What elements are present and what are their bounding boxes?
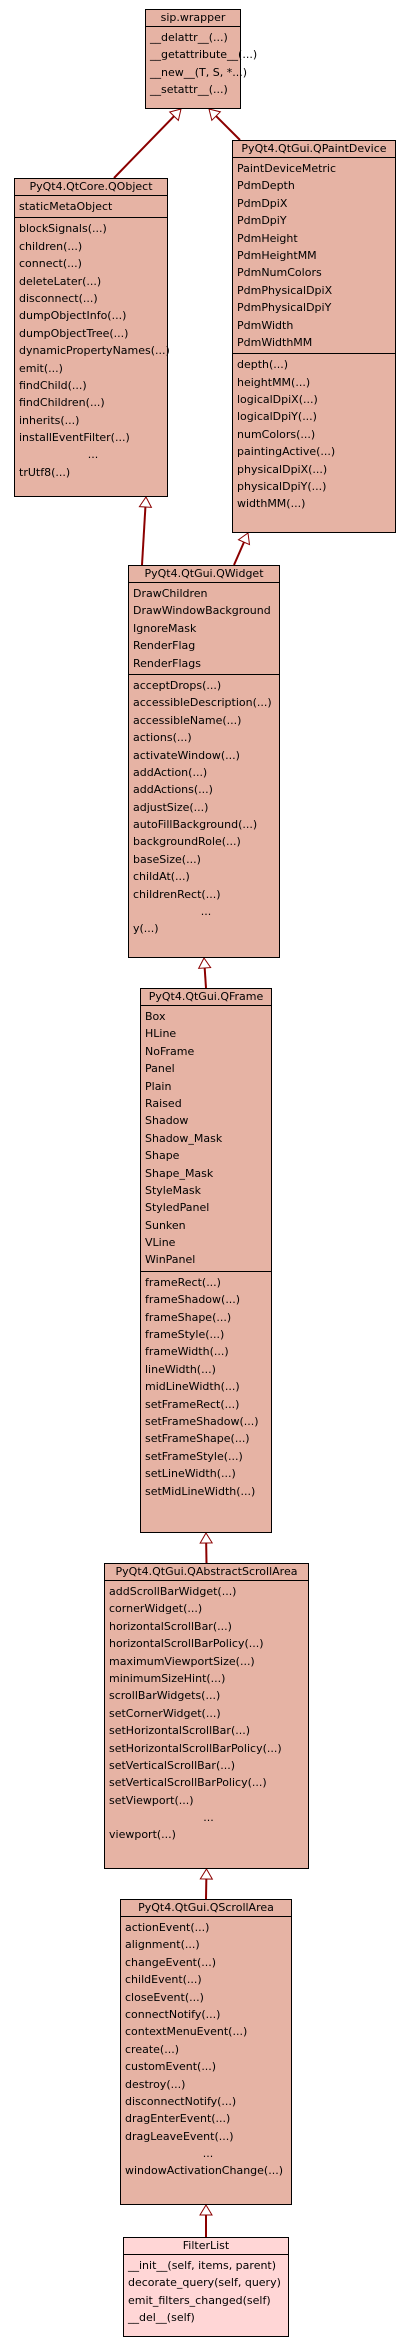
attribute-item: PdmPhysicalDpiY: [237, 301, 332, 315]
method-item: frameShadow(...): [145, 1293, 241, 1307]
attributes-section: [233, 158, 395, 354]
method-item: findChildren(...): [19, 396, 105, 410]
method-item: viewport(...): [109, 1828, 176, 1842]
method-item: connectNotify(...): [125, 2007, 221, 2021]
method-item: blockSignals(...): [19, 222, 107, 236]
method-item: disconnectNotify(...): [125, 2094, 237, 2108]
inheritance-arrowhead: [139, 497, 151, 507]
attribute-item: StyleMask: [145, 1183, 201, 1197]
attribute-item: Shape_Mask: [145, 1166, 214, 1180]
method-item: changeEvent(...): [125, 1955, 217, 1969]
class-name: PyQt4.QtGui.QScrollArea: [121, 1900, 291, 1917]
class-qabstractscrollarea[interactable]: [104, 1563, 309, 1869]
method-item: disconnect(...): [19, 291, 98, 305]
method-item: acceptDrops(...): [133, 678, 222, 692]
method-item: __del__(self): [128, 2311, 195, 2325]
method-item: windowActivationChange(...): [125, 2164, 283, 2178]
method-item: horizontalScrollBarPolicy(...): [109, 1637, 264, 1651]
method-item: setVerticalScrollBarPolicy(...): [109, 1776, 267, 1790]
methods-section: [105, 1581, 308, 1846]
ellipsis: ...: [202, 2147, 214, 2161]
attribute-item: Shadow_Mask: [145, 1131, 223, 1145]
method-item: frameRect(...): [145, 1275, 221, 1289]
method-item: installEventFilter(...): [19, 431, 130, 445]
attribute-item: RenderFlag: [133, 639, 196, 653]
class-qwidget[interactable]: [128, 565, 280, 958]
method-item: backgroundRole(...): [133, 835, 241, 849]
methods-section: [124, 2255, 288, 2329]
attribute-item: HLine: [145, 1027, 177, 1041]
method-item: setViewport(...): [109, 1793, 194, 1807]
method-item: heightMM(...): [237, 375, 311, 389]
method-item: childEvent(...): [125, 1973, 202, 1987]
attributes-section: [15, 196, 167, 218]
attribute-item: PdmWidthMM: [237, 335, 313, 349]
method-item: closeEvent(...): [125, 1990, 204, 2004]
ellipsis: ...: [87, 448, 99, 462]
ellipsis: ...: [200, 905, 212, 919]
method-item: activateWindow(...): [133, 748, 240, 762]
attribute-item: PdmDpiY: [237, 214, 287, 228]
method-item: emit_filters_changed(self): [128, 2293, 271, 2307]
class-qobject[interactable]: [14, 178, 168, 497]
attribute-item: VLine: [145, 1236, 176, 1250]
method-item: cornerWidget(...): [109, 1602, 203, 1616]
attribute-item: Plain: [145, 1079, 172, 1093]
method-item: addScrollBarWidget(...): [109, 1585, 237, 1598]
attribute-item: PdmHeight: [237, 231, 298, 245]
method-item: setCornerWidget(...): [109, 1706, 221, 1720]
method-item: addAction(...): [133, 765, 208, 779]
method-item: customEvent(...): [125, 2060, 217, 2074]
class-name: PyQt4.QtGui.QAbstractScrollArea: [105, 1564, 308, 1581]
method-item: accessibleName(...): [133, 713, 242, 727]
attribute-item: PdmDpiX: [237, 196, 288, 210]
class-name: FilterList: [124, 2238, 288, 2255]
method-item: scrollBarWidgets(...): [109, 1689, 221, 1703]
class-name: PyQt4.QtGui.QFrame: [141, 989, 271, 1006]
attribute-item: PaintDeviceMetric: [237, 162, 337, 175]
method-item: decorate_query(self, query): [128, 2276, 281, 2290]
ellipsis: ...: [203, 1811, 214, 1825]
attributes-section: [129, 583, 279, 675]
method-item: actions(...): [133, 731, 192, 745]
attribute-item: RenderFlags: [133, 656, 201, 670]
inheritance-arrowhead: [199, 958, 211, 968]
attribute-item: Sunken: [145, 1218, 186, 1232]
method-item: autoFillBackground(...): [133, 818, 258, 832]
class-name: sip.wrapper: [146, 10, 240, 27]
inheritance-line: [114, 116, 174, 178]
method-item: baseSize(...): [133, 852, 201, 866]
inheritance-arrowhead: [200, 2205, 212, 2215]
attribute-item: PdmDepth: [237, 179, 295, 193]
method-item: emit(...): [19, 361, 63, 375]
class-qframe[interactable]: [140, 988, 272, 1533]
inheritance-arrowhead: [200, 1869, 212, 1879]
method-item: findChild(...): [19, 378, 87, 392]
attribute-item: PdmWidth: [237, 318, 294, 332]
method-item: setFrameStyle(...): [145, 1449, 243, 1463]
attribute-item: Panel: [145, 1062, 175, 1076]
method-item: contextMenuEvent(...): [125, 2025, 248, 2039]
method-item: alignment(...): [125, 1938, 200, 1952]
method-item: dragLeaveEvent(...): [125, 2129, 234, 2143]
method-item: __setattr__(...): [150, 83, 228, 97]
method-item: __new__(T, S, *...): [150, 65, 247, 79]
class-name: PyQt4.QtGui.QWidget: [129, 566, 279, 583]
method-item: accessibleDescription(...): [133, 696, 272, 710]
method-item: frameStyle(...): [145, 1328, 225, 1342]
class-qscrollarea[interactable]: [120, 1899, 292, 2205]
method-item: trUtf8(...): [19, 465, 71, 479]
class-name: PyQt4.QtGui.QPaintDevice: [233, 141, 395, 158]
attribute-item: staticMetaObject: [19, 200, 113, 213]
method-item: setVerticalScrollBar(...): [109, 1758, 236, 1772]
method-item: setMidLineWidth(...): [145, 1484, 256, 1498]
method-item: destroy(...): [125, 2077, 186, 2091]
inheritance-line: [142, 507, 145, 565]
attribute-item: DrawWindowBackground: [133, 604, 271, 618]
method-item: dumpObjectInfo(...): [19, 309, 127, 323]
method-item: setHorizontalScrollBar(...): [109, 1724, 251, 1738]
method-item: setFrameShape(...): [145, 1432, 250, 1446]
method-item: adjustSize(...): [133, 800, 209, 814]
class-qpaintdevice[interactable]: [232, 140, 396, 533]
method-item: paintingActive(...): [237, 445, 336, 459]
method-item: dragEnterEvent(...): [125, 2112, 231, 2126]
method-item: deleteLater(...): [19, 274, 102, 288]
method-item: y(...): [133, 922, 159, 936]
method-item: maximumViewportSize(...): [109, 1654, 255, 1668]
inheritance-line: [205, 968, 206, 988]
method-item: physicalDpiX(...): [237, 462, 328, 476]
methods-section: [15, 218, 170, 483]
method-item: dumpObjectTree(...): [19, 326, 129, 340]
attribute-item: NoFrame: [145, 1044, 195, 1058]
inheritance-arrowhead: [200, 1533, 212, 1543]
method-item: __getattribute__(...): [150, 48, 258, 62]
method-item: setFrameShadow(...): [145, 1414, 259, 1428]
methods-section: [146, 27, 258, 101]
class-sip-wrapper[interactable]: [145, 9, 258, 109]
attribute-item: StyledPanel: [145, 1201, 210, 1215]
method-item: numColors(...): [237, 427, 316, 441]
method-item: frameShape(...): [145, 1310, 232, 1324]
methods-section: [233, 354, 395, 515]
method-item: setHorizontalScrollBarPolicy(...): [109, 1741, 282, 1755]
attribute-item: WinPanel: [145, 1253, 196, 1267]
method-item: children(...): [19, 239, 83, 253]
method-item: logicalDpiX(...): [237, 393, 318, 407]
attribute-item: PdmNumColors: [237, 266, 322, 280]
method-item: childAt(...): [133, 870, 190, 884]
attribute-item: Shape: [145, 1149, 180, 1163]
method-item: minimumSizeHint(...): [109, 1671, 226, 1685]
method-item: lineWidth(...): [145, 1362, 216, 1376]
attribute-item: Raised: [145, 1096, 182, 1110]
class-filterlist[interactable]: [123, 2237, 289, 2337]
attribute-item: PdmHeightMM: [237, 248, 317, 262]
attribute-item: Box: [145, 1010, 166, 1023]
attribute-item: PdmPhysicalDpiX: [237, 283, 333, 297]
method-item: inherits(...): [19, 413, 80, 427]
methods-section: [129, 675, 279, 940]
method-item: setLineWidth(...): [145, 1467, 236, 1481]
attribute-item: DrawChildren: [133, 587, 208, 600]
attribute-item: IgnoreMask: [133, 621, 197, 635]
method-item: midLineWidth(...): [145, 1380, 240, 1394]
method-item: childrenRect(...): [133, 887, 221, 901]
method-item: create(...): [125, 2042, 179, 2056]
method-item: connect(...): [19, 257, 82, 271]
methods-section: [141, 1272, 271, 1502]
method-item: frameWidth(...): [145, 1345, 229, 1359]
method-item: setFrameRect(...): [145, 1397, 240, 1411]
inheritance-line: [234, 542, 244, 565]
method-item: __init__(self, items, parent): [128, 2259, 277, 2272]
method-item: logicalDpiY(...): [237, 410, 317, 424]
inheritance-line: [216, 116, 240, 140]
method-item: horizontalScrollBar(...): [109, 1619, 232, 1633]
method-item: widthMM(...): [237, 497, 306, 511]
attribute-item: Shadow: [145, 1114, 189, 1128]
method-item: dynamicPropertyNames(...): [19, 344, 170, 358]
method-item: __delattr__(...): [150, 31, 228, 44]
method-item: actionEvent(...): [125, 1921, 210, 1934]
method-item: physicalDpiY(...): [237, 480, 327, 494]
attributes-section: [141, 1006, 271, 1272]
method-item: depth(...): [237, 358, 289, 372]
method-item: addActions(...): [133, 783, 213, 797]
class-name: PyQt4.QtCore.QObject: [15, 179, 167, 196]
methods-section: [121, 1917, 291, 2182]
